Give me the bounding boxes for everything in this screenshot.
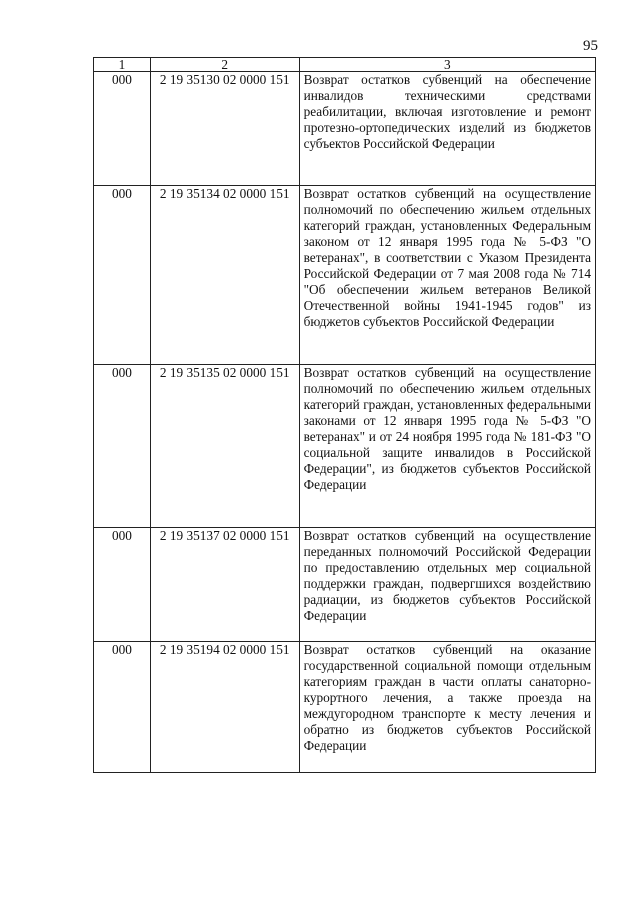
admin-code-cell: 000 <box>94 528 151 642</box>
kbk-code-cell: 2 19 35194 02 0000 151 <box>150 642 299 773</box>
income-name-cell: Возврат остатков субвенций на осуществление переданных полномочий Российской Федерации по предоставлению отдельных мер социальной поддержки граждан, подвергшихся воздействию радиации, из бюджетов субъектов Российской Федерации <box>299 528 595 642</box>
page-number: 95 <box>583 38 598 54</box>
budget-classification-table <box>93 57 596 773</box>
table-header-row <box>94 58 596 72</box>
kbk-code-cell: 2 19 35135 02 0000 151 <box>150 365 299 528</box>
table-header <box>94 58 596 72</box>
column-header-1: 1 <box>94 58 151 72</box>
table-body <box>94 72 596 773</box>
admin-code-cell: 000 <box>94 642 151 773</box>
income-name-cell: Возврат остатков субвенций на обеспечение инвалидов техническими средствами реабилитации, включая изготовление и ремонт протезно-ортопедических изделий из бюджетов субъектов Российской Федерации <box>299 72 595 186</box>
income-name-cell: Возврат остатков субвенций на осуществление полномочий по обеспечению жильем отдельных категорий граждан, установленных федеральными законами от 12 января 1995 года № 5-ФЗ "О ветеранах" и от 24 ноября 1995 года № 181-ФЗ "О социальной защите инвалидов в Российской Федерации", из бюджетов субъектов Российской Федерации <box>299 365 595 528</box>
admin-code-cell: 000 <box>94 72 151 186</box>
admin-code-cell: 000 <box>94 365 151 528</box>
income-name-cell: Возврат остатков субвенций на оказание государственной социальной помощи отдельным категориям граждан в части оплаты санаторно-курортного лечения, а также проезда на междугородном транспорте к месту лечения и обратно из бюджетов субъектов Российской Федерации <box>299 642 595 773</box>
table-row <box>94 72 596 186</box>
column-header-3: 3 <box>299 58 595 72</box>
table-row <box>94 365 596 528</box>
table-row <box>94 642 596 773</box>
admin-code-cell: 000 <box>94 186 151 365</box>
kbk-code-cell: 2 19 35137 02 0000 151 <box>150 528 299 642</box>
table-row <box>94 528 596 642</box>
income-name-cell: Возврат остатков субвенций на осуществление полномочий по обеспечению жильем отдельных категорий граждан, установленных Федеральным законом от 12 января 1995 года № 5-ФЗ "О ветеранах", в соответствии с Указом Президента Российской Федерации от 7 мая 2008 года № 714 "Об обеспечении жильем ветеранов Великой Отечественной войны 1941-1945 годов" из бюджетов субъектов Российской Федерации <box>299 186 595 365</box>
column-header-2: 2 <box>150 58 299 72</box>
kbk-code-cell: 2 19 35134 02 0000 151 <box>150 186 299 365</box>
table-row <box>94 186 596 365</box>
kbk-code-cell: 2 19 35130 02 0000 151 <box>150 72 299 186</box>
